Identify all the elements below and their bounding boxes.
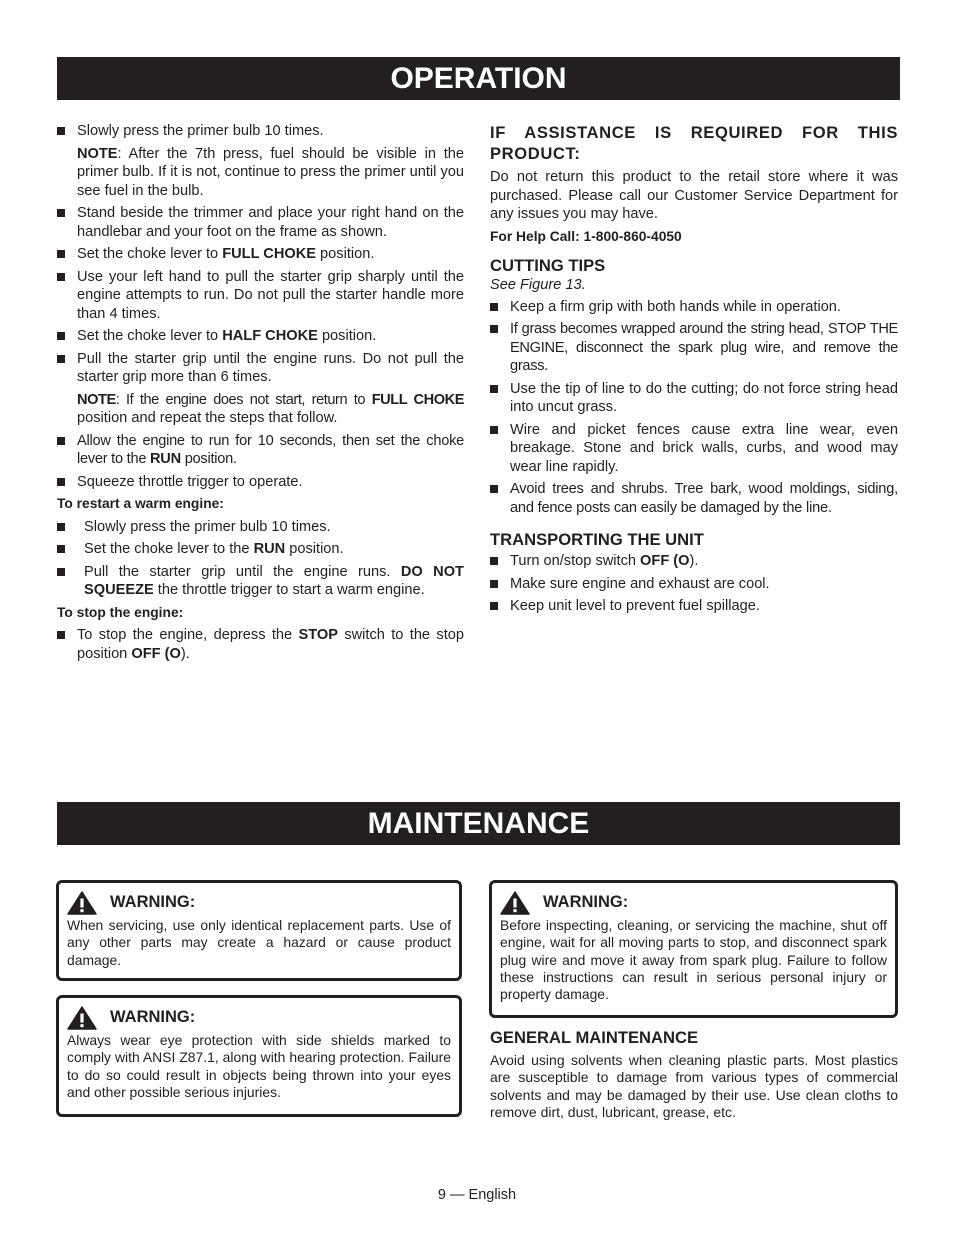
list-item-text: Stand beside the trimmer and place your right hand on the handlebar and your foot on the frame as shown.	[77, 205, 464, 240]
subheading-restart: To restart a warm engine:	[57, 496, 224, 511]
list-item-text: Allow the engine to run for 10 seconds, then set the choke lever to the	[77, 432, 464, 467]
bullet-square-icon	[57, 250, 65, 258]
list-item	[57, 327, 464, 346]
warning-header	[67, 1006, 451, 1030]
operation-right-column	[490, 122, 898, 620]
list-item-bold: OFF (O	[640, 553, 690, 569]
list-item-text: To stop the engine, depress the	[77, 627, 299, 643]
bullet-square-icon	[57, 273, 65, 281]
list-item-text: Keep unit level to prevent fuel spillage.	[510, 598, 760, 614]
warning-text: When servicing, use only identical replacement parts. Use of any other parts may create a hazard or cause product damage.	[67, 917, 451, 968]
assistance-heading: IF ASSISTANCE IS REQUIRED FOR THIS PRODUCT:	[490, 123, 898, 163]
bullet-square-icon	[490, 426, 498, 434]
list-item-text: Keep a firm grip with both hands while in operation.	[510, 298, 841, 315]
list-item-text: Make sure engine and exhaust are cool.	[510, 575, 770, 592]
list-item-text: Wire and picket fences cause extra line wear, even breakage. Stone and brick walls, curbs, and wood may wear line rapidly.	[510, 421, 898, 475]
bullet-square-icon	[57, 568, 65, 576]
warning-box-servicing	[489, 880, 898, 1018]
bullet-square-icon	[490, 557, 498, 565]
list-item-text: ).	[689, 553, 699, 569]
list-item	[57, 518, 464, 537]
list-item-text: Set the choke lever to the	[84, 541, 254, 557]
list-item	[490, 298, 898, 317]
list-item-text: ).	[180, 645, 190, 662]
figure-reference: See Figure 13.	[490, 277, 586, 293]
bullet-square-icon	[57, 209, 65, 217]
list-item-text: Squeeze throttle trigger to operate.	[77, 473, 303, 490]
note-text: position and repeat the steps that follow.	[77, 410, 338, 426]
warning-box-eye-protection	[56, 995, 462, 1117]
warning-triangle-icon	[500, 891, 530, 915]
bullet-square-icon	[57, 127, 65, 135]
warning-box-replacement-parts	[56, 880, 462, 981]
list-item-text: Turn on/stop switch	[510, 553, 641, 569]
bullet-square-icon	[57, 631, 65, 639]
warning-text: Before inspecting, cleaning, or servicing the machine, shut off engine, wait for all moving parts to stop, and disconnect spark plug wire and move it away from spark plug. Failure to follow these instructions can result in serious personal injury or property damage.	[500, 917, 887, 1003]
list-item	[57, 204, 464, 241]
warning-label: WARNING:	[110, 893, 196, 912]
list-item-bold: OFF (O	[131, 645, 181, 662]
warning-text: Always wear eye protection with side shields marked to comply with ANSI Z87.1, along with hearing protection. Failure to do so could result in objects being thrown into your eyes and other possible serious injuries.	[67, 1032, 451, 1100]
bullet-square-icon	[490, 385, 498, 393]
bullet-square-icon	[57, 355, 65, 363]
bullet-square-icon	[490, 325, 498, 333]
list-item-text: Use the tip of line to do the cutting; do not force string head into uncut grass.	[510, 380, 898, 415]
bullet-square-icon	[57, 332, 65, 340]
operation-left-column	[57, 122, 464, 667]
list-item-text: Set the choke lever to	[77, 328, 223, 344]
bullet-square-icon	[490, 485, 498, 493]
warning-label: WARNING:	[543, 893, 629, 912]
operation-banner: OPERATION	[57, 57, 900, 100]
warning-label: WARNING:	[110, 1008, 196, 1027]
list-item-text: Pull the starter grip until the engine runs.	[84, 563, 401, 580]
general-maintenance-heading: GENERAL MAINTENANCE	[490, 1028, 699, 1047]
note-paragraph	[57, 145, 464, 201]
note-label: NOTE	[77, 391, 116, 408]
list-item	[57, 268, 464, 324]
bullet-square-icon	[490, 602, 498, 610]
assistance-text: Do not return this product to the retail store where it was purchased. Please call our Customer Service Department for any issues you may have.	[490, 169, 898, 222]
general-maintenance-section	[490, 1027, 898, 1121]
list-item-text: position.	[285, 541, 344, 557]
list-item-text: Set the choke lever to	[77, 246, 223, 262]
list-item	[490, 575, 898, 594]
warning-header	[67, 891, 451, 915]
list-item-text: position.	[180, 451, 237, 467]
general-maintenance-text: Avoid using solvents when cleaning plastic parts. Most plastics are susceptible to damage from various types of commercial solvents and may be damaged by their use. Use clean cloths to remove dirt, dust, lubricant, grease, etc.	[490, 1052, 898, 1120]
list-item-bold: STOP	[298, 627, 338, 643]
list-item	[490, 552, 898, 571]
bullet-square-icon	[490, 303, 498, 311]
list-item-bold: HALF CHOKE	[222, 328, 318, 344]
transporting-heading: TRANSPORTING THE UNIT	[490, 530, 704, 549]
list-item-text: If grass becomes wrapped around the string head, STOP THE ENGINE, disconnect the spark plug wire, and remove the grass.	[510, 321, 898, 374]
list-item	[57, 540, 464, 559]
help-phone: For Help Call: 1-800-860-4050	[490, 228, 682, 244]
list-item-bold: FULL CHOKE	[222, 246, 316, 262]
note-paragraph	[57, 391, 464, 428]
list-item-text: Slowly press the primer bulb 10 times.	[84, 518, 331, 535]
list-item	[57, 122, 464, 141]
list-item	[57, 626, 464, 663]
subheading-stop: To stop the engine:	[57, 604, 184, 620]
warning-triangle-icon	[67, 891, 97, 915]
bullet-square-icon	[57, 545, 65, 553]
warning-header	[500, 891, 887, 915]
note-text: : After the 7th press, fuel should be visible in the primer bulb. If it is not, continue to press the primer until you see fuel in the bulb.	[77, 145, 464, 199]
list-item-text: the throttle trigger to start a warm engine.	[153, 582, 425, 598]
list-item-text: Avoid trees and shrubs. Tree bark, wood moldings, siding, and fence posts can easily be damaged by the line.	[510, 481, 898, 516]
list-item-bold: RUN	[150, 451, 181, 467]
list-item	[57, 432, 464, 469]
list-item-text: switch to the stop position	[77, 627, 464, 662]
list-item	[490, 320, 898, 376]
list-item-bold: RUN	[253, 541, 286, 557]
cutting-tips-heading: CUTTING TIPS	[490, 256, 606, 275]
list-item	[490, 597, 898, 616]
page-footer: 9 — English	[437, 1187, 517, 1203]
list-item	[57, 473, 464, 492]
note-text: : If the engine does not start, return to	[115, 391, 372, 408]
list-item-text: Slowly press the primer bulb 10 times.	[77, 123, 324, 139]
list-item	[490, 480, 898, 517]
list-item	[490, 421, 898, 477]
bullet-square-icon	[57, 437, 65, 445]
list-item-text: Pull the starter grip until the engine runs. Do not pull the starter grip more than 6 times.	[77, 350, 464, 385]
note-label: NOTE	[77, 145, 118, 162]
bullet-square-icon	[490, 580, 498, 588]
list-item-bold: DO NOT SQUEEZE	[84, 563, 464, 598]
bullet-square-icon	[57, 478, 65, 486]
list-item-text: Use your left hand to pull the starter grip sharply until the engine attempts to run. Do not pull the starter handle more than 4 times.	[77, 268, 464, 322]
list-item-text: position.	[317, 328, 377, 344]
bullet-square-icon	[57, 523, 65, 531]
warning-triangle-icon	[67, 1006, 97, 1030]
note-bold: FULL CHOKE	[371, 391, 465, 408]
list-item	[57, 563, 464, 600]
list-item	[490, 380, 898, 417]
list-item	[57, 245, 464, 264]
list-item-text: position.	[316, 246, 375, 262]
maintenance-banner: MAINTENANCE	[57, 802, 900, 845]
list-item	[57, 350, 464, 387]
